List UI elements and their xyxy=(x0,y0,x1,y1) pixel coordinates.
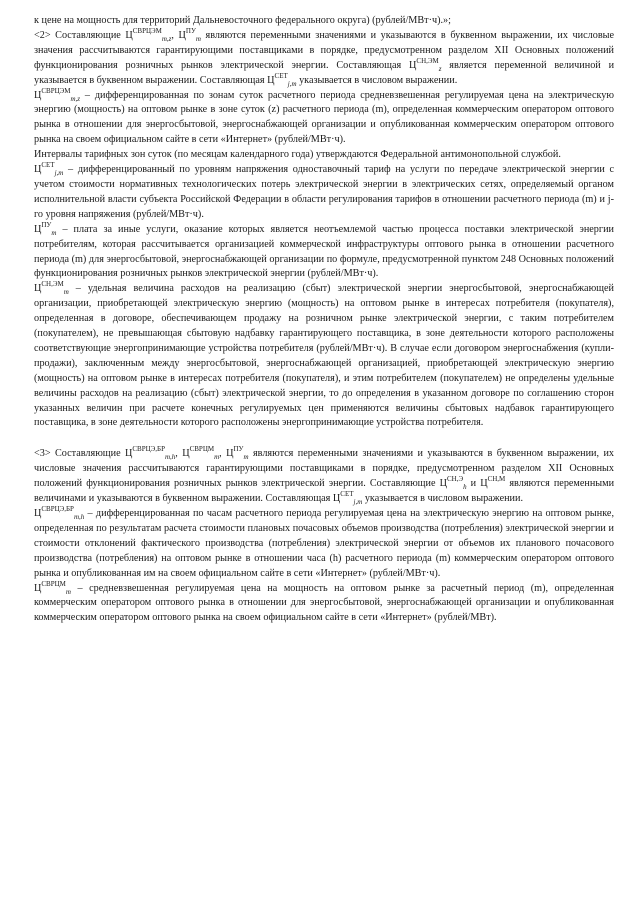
text: <3> Составляющие xyxy=(34,448,121,460)
symbol-pu: $Ц^{ПУ}_m$ xyxy=(34,220,57,237)
text: , xyxy=(175,448,178,460)
symbol-svrcebr: $Ц^{СВРЦЭ,БР}_{m,h}$ xyxy=(34,505,85,521)
text: – дифференцированная по часам расчетного периода регулируемая цена на электрическую энергию на оптовом рынке, определенная по результатам расчета стоимости плановых почасовых объемов производства (потребления) электрической энергии и стоимости отклонений фактического производства (потребления) электрической энергии от объемов их планового почасового производства (потребления) на оптовом рынке в отношении часа (h) расчетного периода (m) коммерческим оператором оптового рынка и опубликованная им на своем официальном сайте в сети «Интернет» (рублей/МВт·ч). xyxy=(34,508,614,579)
paragraph-7 xyxy=(34,282,614,431)
paragraph-4 xyxy=(34,148,614,163)
text: являются переменными значениями и указываются в буквенном выражении, их числовые значения рассчитываются гарантирующими поставщиками в порядке, предусмотренном разделом XII Основных положений функционирования розничных рынков электрической энергии. Составляющая xyxy=(34,29,614,71)
text: и xyxy=(470,478,477,490)
text: , xyxy=(219,448,222,460)
text: <2> Составляющие xyxy=(34,29,121,41)
paragraph-6 xyxy=(34,220,614,283)
text: – дифференцированный по уровням напряжения одноставочный тариф на услуги по передаче электрической энергии с учетом стоимости нормативных технологических потерь электрической энергии в электрических сетях, определяемый органом исполнительной власти субъекта Российской Федерации в области регулирования тарифов в отношении расчетного периода (m) и j-го уровня напряжения (рублей/МВт·ч). xyxy=(34,164,615,220)
symbol-svrcem: $Ц^{СВРЦЭМ}_{m,z}$ xyxy=(125,26,172,43)
text: указывается в числовом выражении. xyxy=(299,74,458,86)
text: Интервалы тарифных зон суток (по месяцам календарного года) утверждаются Федеральной антимонопольной службой. xyxy=(34,149,561,161)
symbol-svrcim: $Ц^{СВРЦМ}_m$ xyxy=(34,579,71,596)
paragraph-gap xyxy=(34,431,614,447)
paragraph-5 xyxy=(34,163,614,223)
paragraph-3 xyxy=(34,86,615,149)
symbol-svrcim: $Ц^{СВРЦМ}_m$ xyxy=(182,445,220,462)
symbol-svrcebr: $Ц^{СВРЦЭ,БР}_{m,h}$ xyxy=(125,445,176,462)
symbol-pu: $Ц^{ПУ}_m$ xyxy=(178,26,201,43)
paragraph-2 xyxy=(34,26,615,89)
text: являются переменными величинами и указываются в буквенном выражении. Составляющая xyxy=(34,478,615,505)
paragraph-9 xyxy=(34,507,614,582)
symbol-snm: $Ц^{СН,М}$ xyxy=(480,475,506,490)
text: – дифференцированная по зонам суток расчетного периода средневзвешенная регулируемая цена на электрическую энергию (мощность) на оптовом рынке в зоне суток (z) расчетного периода (m), определенная коммерческим оператором оптового рынка в отношении для энергосбытовой, энергоснабжающей организации и опубликованная коммерческим оператором оптового рынка на своем официальном сайте в сети «Интернет» (рублей/МВт·ч). xyxy=(34,89,615,146)
text: – удельная величина расходов на реализацию (сбыт) электрической энергии энергосбытовой, энергоснабжающей организации, приобретающей электрическую энергию (мощность) на оптовом рынке в интересах потребителя (покупателя), определенная в договоре, обеспечивающем продажу на розничном рынке электрической энергии, с таким потребителем (покупателем), не превышающая сбытовую надбавку гарантирующего поставщика, в зоне деятельности которого расположены соответствующие энергопринимающие устройства потребителя (рублей/МВт·ч). В случае если договором энергоснабжения (купли-продажи), заключенным между энергосбытовой, энергоснабжающей организацией, приобретающей электрическую энергию (мощность) на оптовом рынке в интересах потребителя (покупателя), и этим потребителем (покупателем) не определены удельные величины расходов на реализацию (сбыт) электрической энергии, то до определения в указанном договоре по соглашению сторон указанных величин при расчете конечных регулируемых цен применяются величины сбытовых надбавок гарантирующего поставщика, в зоне деятельности которого расположены энергопринимающие устройства потребителя. xyxy=(34,283,614,429)
text: являются переменными значениями и указываются в буквенном выражении, их числовые значения рассчитываются гарантирующими поставщиками в порядке, предусмотренном разделом XII Основных положений функционирования розничных рынков электрической энергии. Составляющие xyxy=(34,448,615,490)
text: – плата за иные услуги, оказание которых является неотъемлемой частью процесса поставки электрической энергии потребителям, которая рассчитывается организацией коммерческой инфраструктуры оптового рынка в отношении расчетного периода (m) для энергосбытовой, энергоснабжающей организации по формуле, предусмотренной пунктом 248 Основных положений функционирования розничных рынков электрической энергии (рублей/МВт·ч). xyxy=(34,223,614,280)
paragraph-1 xyxy=(34,14,614,29)
symbol-pu: $Ц^{ПУ}_m$ xyxy=(226,445,249,462)
text: , xyxy=(171,29,174,41)
symbol-svrcem: $Ц^{СВРЦЭМ}_{m,z}$ xyxy=(34,86,81,103)
paragraph-10 xyxy=(34,579,614,627)
symbol-set: $Ц^{СЕТ}_{j,m}$ xyxy=(332,490,363,507)
text: к цене на мощность для территорий Дальневосточного федерального округа) (рублей/МВт·ч).»; xyxy=(34,15,451,26)
paragraph-8 xyxy=(34,447,614,507)
text: – средневзвешенная регулируемая цена на мощность на оптовом рынке за расчетный период (m), определенная коммерческим оператором оптового рынка в отношении для энергосбытовой, энергоснабжающей организации и опубликованная коммерческим оператором оптового рынка на своем официальном сайте в сети «Интернет» (рублей/МВт). xyxy=(34,582,614,624)
text: является переменной величиной и указывается в буквенном выражении. Составляющая xyxy=(34,59,615,86)
symbol-snem: $Ц^{СН,ЭМ}_z$ xyxy=(409,56,442,73)
symbol-set: $Ц^{СЕТ}_{j,m}$ xyxy=(34,161,64,178)
text: указывается в числовом выражении. xyxy=(364,493,524,505)
symbol-set: $Ц^{СЕТ}_{j,m}$ xyxy=(267,71,297,88)
symbol-snem: $Ц^{СН,ЭМ}_m$ xyxy=(34,280,69,297)
symbol-sneh: $Ц^{СН,Э}_h$ xyxy=(439,475,467,492)
